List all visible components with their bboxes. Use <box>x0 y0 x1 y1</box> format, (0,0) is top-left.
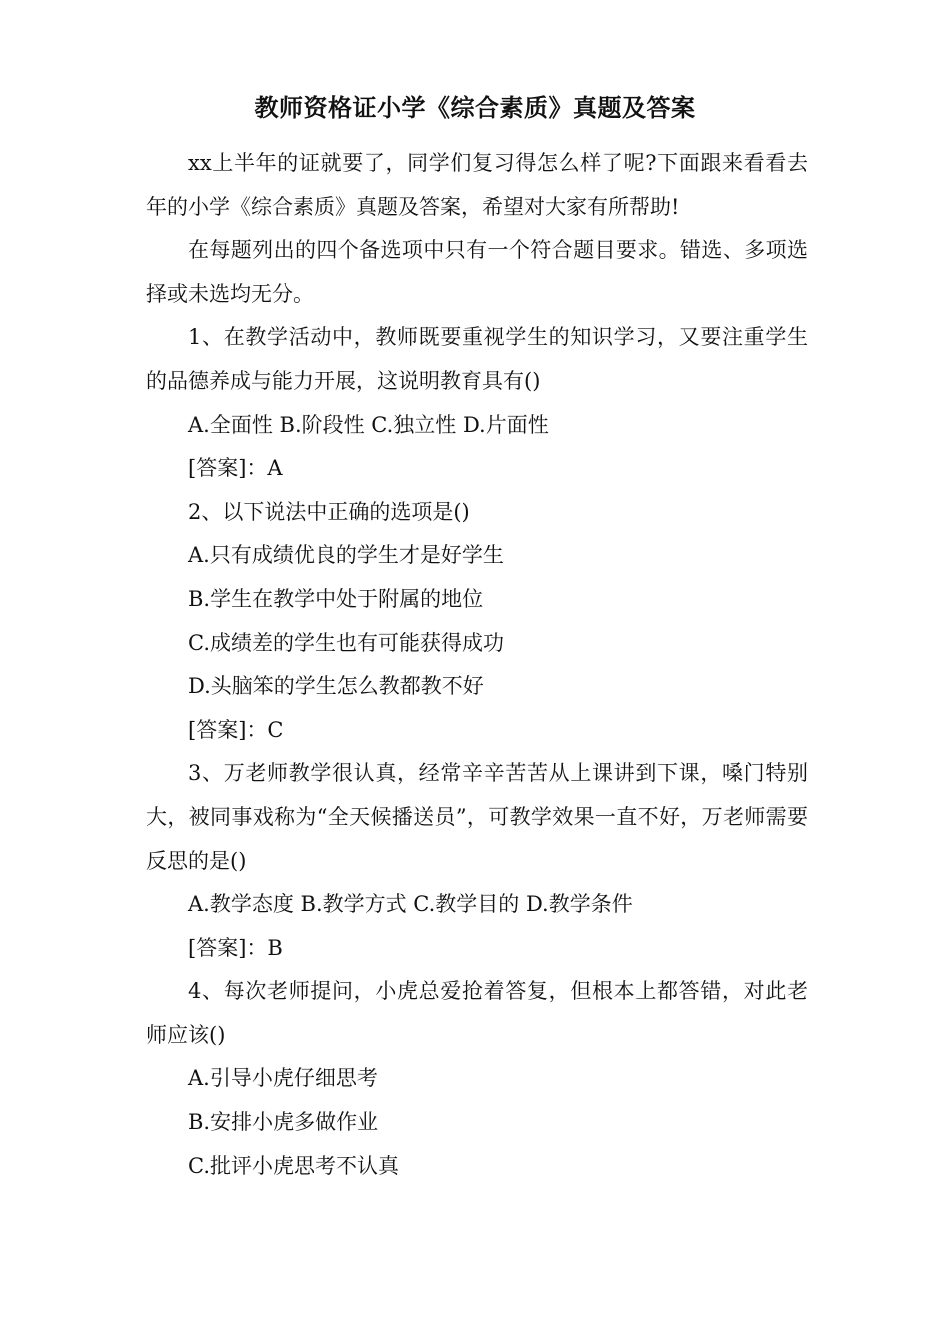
question-4: 4、每次老师提问，小虎总爱抢着答复，但根本上都答错，对此老师应该() <box>146 979 808 1047</box>
question-3: 3、万老师教学很认真，经常辛辛苦苦从上课讲到下课，嗓门特别大，被同事戏称为“全天候播送员”，可教学效果一直不好，万老师需要反思的是() <box>146 761 808 873</box>
question-1-options: A.全面性 B.阶段性 C.独立性 D.片面性 <box>188 412 549 437</box>
document-body <box>146 142 808 1188</box>
question-4-option-c: C.批评小虎思考不认真 <box>188 1153 399 1178</box>
intro-paragraph: xx上半年的证就要了，同学们复习得怎么样了呢?下面跟来看看去年的小学《综合素质》真题及答案，希望对大家有所帮助! <box>146 151 808 219</box>
question-3-answer: [答案]：B <box>188 935 283 960</box>
question-2-option-c: C.成绩差的学生也有可能获得成功 <box>188 630 504 655</box>
question-2: 2、以下说法中正确的选项是() <box>188 499 470 524</box>
question-2-option-b: B.学生在教学中处于附属的地位 <box>188 586 484 611</box>
question-1-answer: [答案]：A <box>188 456 283 481</box>
document-title: 教师资格证小学《综合素质》真题及答案 <box>254 93 696 122</box>
question-2-answer: [答案]：C <box>188 717 284 742</box>
question-1: 1、在教学活动中，教师既要重视学生的知识学习，又要注重学生的品德养成与能力开展，这说明教育具有() <box>146 325 808 393</box>
question-2-option-d: D.头脑笨的学生怎么教都教不好 <box>188 674 484 699</box>
question-3-options: A.教学态度 B.教学方式 C.教学目的 D.教学条件 <box>188 892 633 917</box>
question-4-option-a: A.引导小虎仔细思考 <box>188 1066 378 1091</box>
instruction-paragraph: 在每题列出的四个备选项中只有一个符合题目要求。错选、多项选择或未选均无分。 <box>146 238 808 306</box>
question-4-option-b: B.安排小虎多做作业 <box>188 1110 379 1135</box>
question-2-option-a: A.只有成绩优良的学生才是好学生 <box>188 543 504 568</box>
